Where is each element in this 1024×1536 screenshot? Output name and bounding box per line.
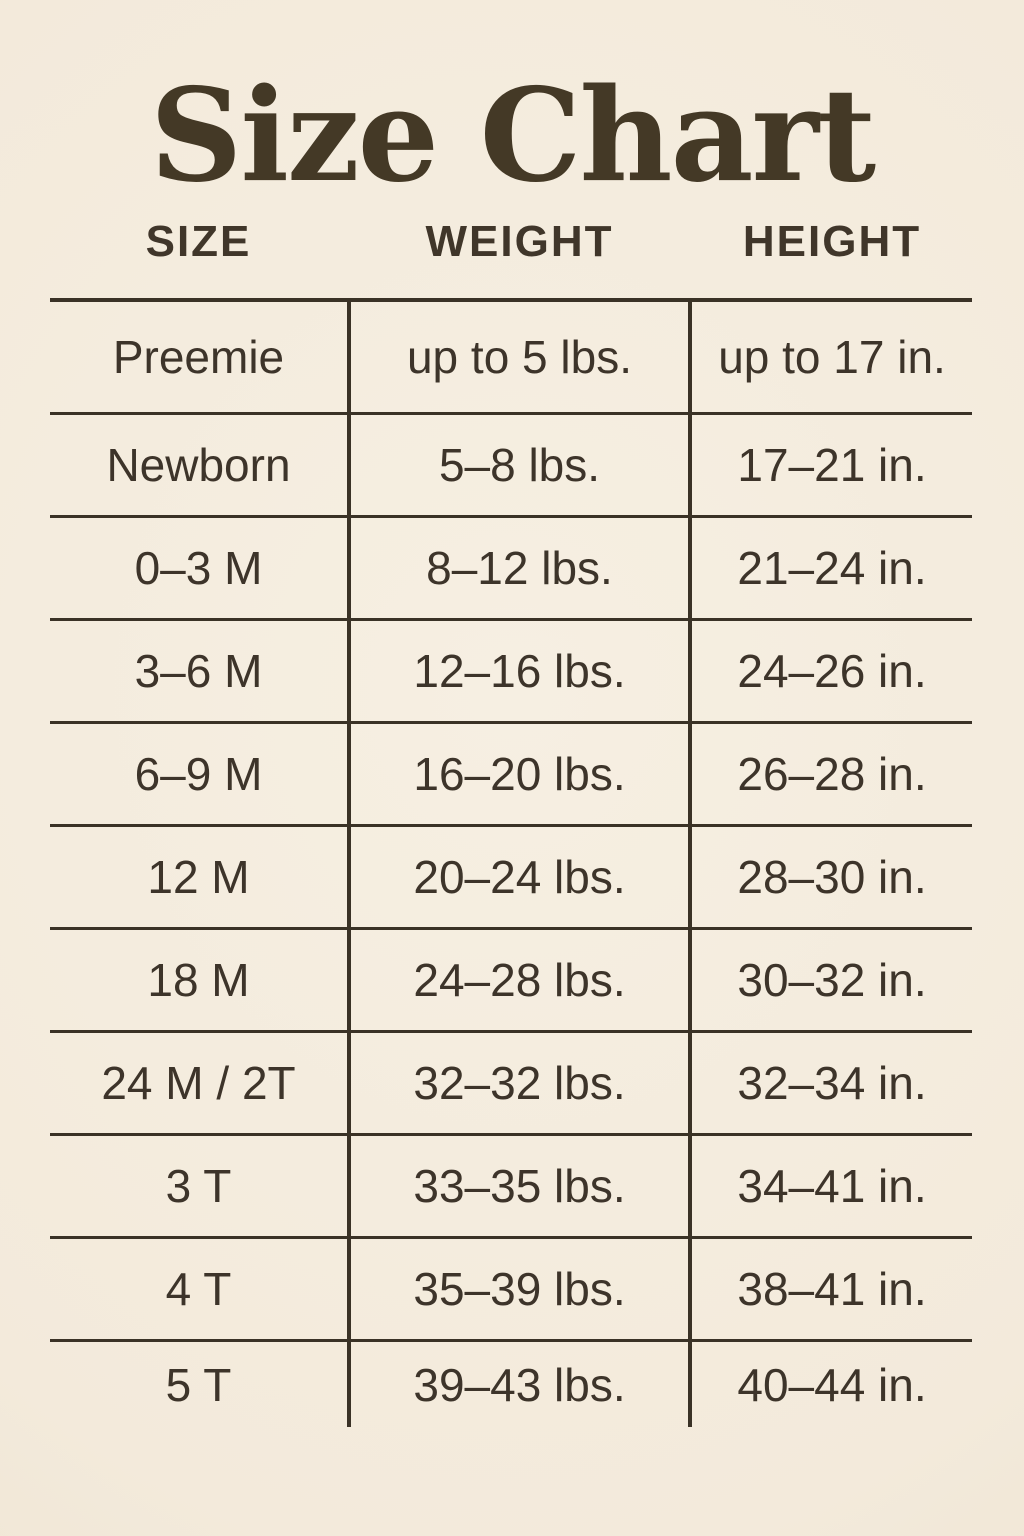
table-row xyxy=(50,302,972,415)
cell-size: 3–6 M xyxy=(134,645,263,697)
cell-height: 40–44 in. xyxy=(737,1358,927,1411)
table-row xyxy=(50,827,972,930)
cell-size: 5 T xyxy=(165,1358,232,1411)
size-chart-table xyxy=(50,200,972,1427)
cell-height: 38–41 in. xyxy=(737,1263,927,1315)
cell-size: 0–3 M xyxy=(134,542,263,594)
table-row xyxy=(50,1239,972,1342)
cell-size: 18 M xyxy=(147,954,250,1006)
table-row xyxy=(50,724,972,827)
column-header-size: SIZE xyxy=(145,217,252,266)
table-row xyxy=(50,930,972,1033)
cell-weight: 24–28 lbs. xyxy=(347,930,692,1030)
cell-size: Preemie xyxy=(112,331,285,383)
cell-size: 6–9 M xyxy=(134,748,263,800)
table-row xyxy=(50,1342,972,1427)
cell-weight: 8–12 lbs. xyxy=(347,518,692,618)
cell-height: 32–34 in. xyxy=(737,1057,927,1109)
table-row xyxy=(50,1136,972,1239)
table-row xyxy=(50,518,972,621)
table-body xyxy=(50,298,972,1427)
cell-weight: 20–24 lbs. xyxy=(347,827,692,927)
cell-size: 4 T xyxy=(165,1263,232,1315)
cell-height: 26–28 in. xyxy=(737,748,927,800)
cell-height: 17–21 in. xyxy=(737,439,927,491)
cell-weight: 16–20 lbs. xyxy=(347,724,692,824)
cell-height: 30–32 in. xyxy=(737,954,927,1006)
cell-weight: 32–32 lbs. xyxy=(347,1033,692,1133)
cell-height: 24–26 in. xyxy=(737,645,927,697)
cell-weight: 5–8 lbs. xyxy=(347,415,692,515)
cell-weight: 35–39 lbs. xyxy=(347,1239,692,1339)
cell-height: 28–30 in. xyxy=(737,851,927,903)
cell-height: 34–41 in. xyxy=(737,1160,927,1212)
table-row xyxy=(50,1033,972,1136)
cell-size: Newborn xyxy=(106,439,291,491)
cell-size: 24 M / 2T xyxy=(101,1057,296,1109)
table-row xyxy=(50,415,972,518)
column-header-height: HEIGHT xyxy=(742,217,922,266)
page-title: Size Chart xyxy=(149,61,875,211)
cell-weight: 33–35 lbs. xyxy=(347,1136,692,1236)
cell-weight: up to 5 lbs. xyxy=(347,302,692,412)
table-row xyxy=(50,621,972,724)
table-header-row xyxy=(50,200,972,298)
cell-size: 3 T xyxy=(165,1160,232,1212)
cell-height: up to 17 in. xyxy=(718,331,946,383)
cell-weight: 39–43 lbs. xyxy=(347,1342,692,1427)
column-header-weight: WEIGHT xyxy=(425,217,614,266)
cell-height: 21–24 in. xyxy=(737,542,927,594)
cell-size: 12 M xyxy=(147,851,250,903)
cell-weight: 12–16 lbs. xyxy=(347,621,692,721)
